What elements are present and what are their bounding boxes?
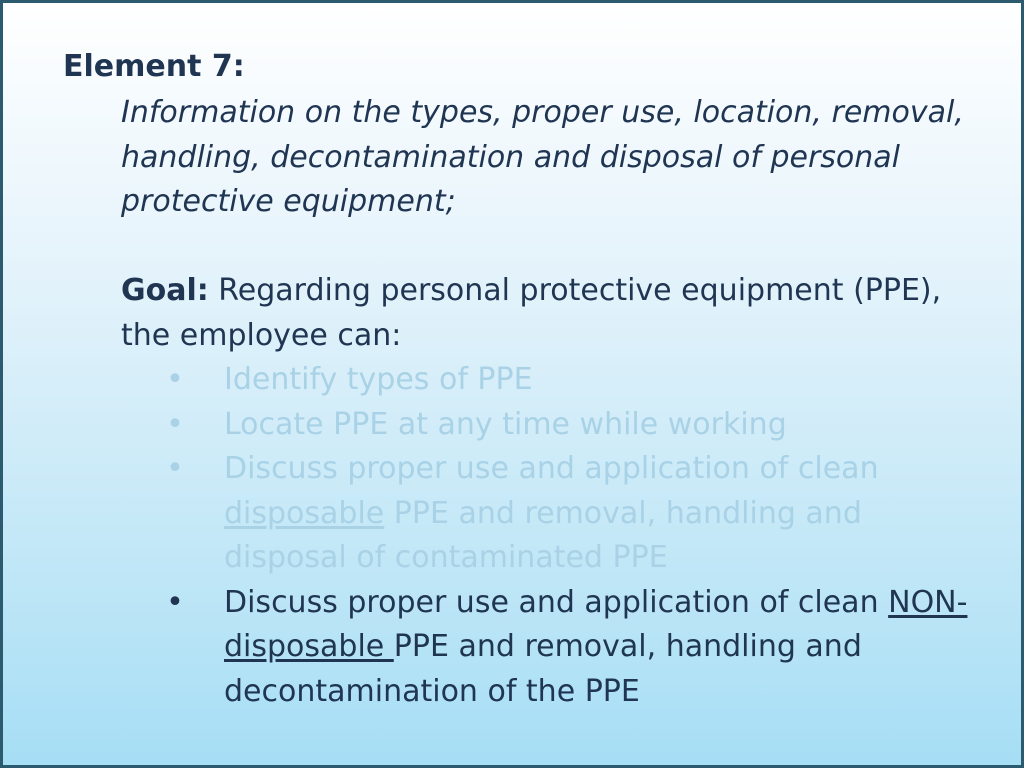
- list-item: [3, 403, 1003, 448]
- bullet-icon: •: [166, 451, 184, 486]
- description-line: protective equipment;: [121, 184, 456, 219]
- list-item-text: Locate PPE at any time while working: [224, 406, 787, 442]
- element-description: [121, 91, 981, 225]
- list-item-text: [224, 625, 1003, 670]
- list-item-text-plain: Discuss proper use and application of clean: [224, 584, 889, 620]
- goal-line: [121, 269, 981, 314]
- goal-line: the employee can:: [121, 317, 402, 353]
- list-item-text: decontamination of the PPE: [224, 673, 640, 709]
- description-line: handling, decontamination and disposal of personal: [121, 139, 900, 175]
- underlined-term: NON-: [888, 584, 968, 620]
- list-item-text: Identify types of PPE: [224, 362, 533, 397]
- underlined-term: disposable: [224, 629, 394, 664]
- list-item-text: [224, 581, 1003, 626]
- list-item-text-rest: PPE and removal, handling and: [393, 629, 862, 664]
- list-item: [3, 358, 1003, 403]
- list-item-text: Discuss proper use and application of clean: [224, 451, 879, 486]
- list-item-text: disposal of contaminated PPE: [224, 540, 668, 575]
- list-item-active: [3, 581, 1003, 715]
- goal-statement: [121, 269, 981, 358]
- list-item-text: [224, 492, 1003, 537]
- goal-text: Regarding personal protective equipment (PPE),: [208, 273, 942, 308]
- objectives-list: [3, 358, 1003, 714]
- element-heading: Element 7:: [63, 49, 245, 84]
- bullet-icon: •: [166, 362, 184, 397]
- bullet-icon: •: [166, 406, 184, 442]
- underlined-term: disposable: [224, 495, 385, 531]
- list-item: [3, 447, 1003, 581]
- bullet-icon: •: [166, 584, 184, 620]
- list-item-text-rest: PPE and removal, handling and: [384, 495, 862, 531]
- description-line: Information on the types, proper use, location, removal,: [121, 95, 964, 130]
- goal-label: Goal:: [121, 273, 209, 308]
